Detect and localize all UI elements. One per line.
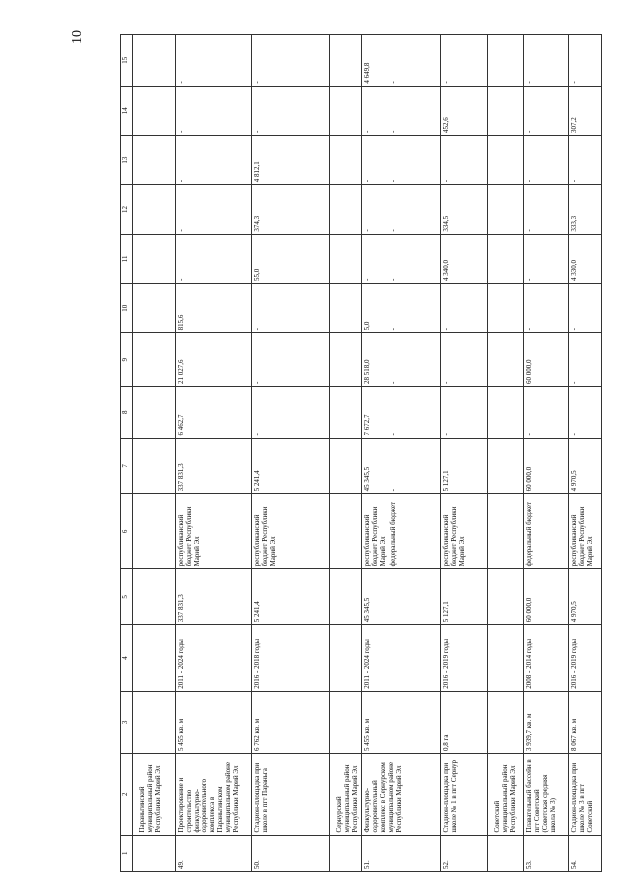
district-name: Советский муниципальный район Республики Марий Эл (488, 753, 524, 835)
value-cell: 60 000,0 (524, 333, 569, 387)
value-cell: - (569, 135, 602, 184)
value: - (363, 130, 372, 133)
table-row (569, 35, 602, 872)
table-row (362, 35, 441, 872)
value-cell: - (252, 387, 330, 439)
value: - (363, 278, 372, 282)
value: - (363, 229, 372, 232)
value-cell: 55,0 (252, 234, 330, 283)
value-cell: 4 340,0 (441, 234, 488, 283)
value-cell: - (441, 333, 488, 387)
value: 7 672,7 (363, 414, 372, 436)
row-number: 49. (176, 835, 252, 871)
header-cell: 3 (121, 691, 133, 753)
total-cost: 5 127,1 (441, 569, 488, 625)
value-cell: 815,6 (176, 284, 252, 333)
row-number: 53. (524, 835, 569, 871)
value: - (389, 381, 398, 385)
value: - (389, 229, 398, 232)
value-cell: - (252, 333, 330, 387)
value-cell: 307,2 (569, 86, 602, 135)
row-number: 54. (569, 835, 602, 871)
district-group-row (488, 35, 524, 872)
district-group-row (330, 35, 362, 872)
header-cell: 5 (121, 569, 133, 625)
object-name: Стадион-площадка при школе в пгт Параньга (252, 753, 330, 835)
table-row (252, 35, 330, 872)
value: 28 518,0 (363, 359, 372, 385)
table-row (176, 35, 252, 872)
value-cell: 4 330,0 (569, 234, 602, 283)
value: - (389, 433, 398, 436)
value-cell (362, 135, 441, 184)
total-cost: 5 241,4 (252, 569, 330, 625)
total-cost: 45 345,5 (362, 569, 441, 625)
value-cell: 4 812,1 (252, 135, 330, 184)
row-number: 51. (362, 835, 441, 871)
funding-source: федеральный бюджет (524, 494, 569, 569)
value-cell: - (441, 284, 488, 333)
header-cell: 15 (121, 35, 133, 87)
value-cell (362, 438, 441, 494)
value-cell: - (252, 284, 330, 333)
district-group-row (133, 35, 176, 872)
value-cell: 333,3 (569, 185, 602, 234)
value-cell: 60 000,0 (524, 438, 569, 494)
funding-source (362, 494, 441, 569)
capacity: 6 762 кв. м (252, 691, 330, 753)
funding-source: республиканский бюджет Республики Марий Эл (569, 494, 602, 569)
period: 2011 - 2024 годы (362, 625, 441, 692)
funding-source: республиканский бюджет Республики Марий Эл (252, 494, 330, 569)
value-cell (362, 284, 441, 333)
value-cell: 5 241,4 (252, 438, 330, 494)
value-cell: - (569, 333, 602, 387)
value-cell: 6 462,7 (176, 387, 252, 439)
value-cell: 5 127,1 (441, 438, 488, 494)
rotated-table-area (120, 34, 595, 872)
value-cell (362, 387, 441, 439)
object-name: Стадион-площадка при школе № 3 в пгт Советский (569, 753, 602, 835)
page-number: 10 (70, 30, 85, 44)
period: 2016 - 2018 годы (252, 625, 330, 692)
funding-source-regional: республиканский бюджет Республики Марий Эл (363, 506, 388, 567)
value-cell: - (524, 35, 569, 87)
header-cell: 8 (121, 387, 133, 439)
total-cost: 337 831,3 (176, 569, 252, 625)
capacity: 5 455 кв. м (176, 691, 252, 753)
header-cell: 1 (121, 835, 133, 871)
value-cell (362, 35, 441, 87)
object-name: Плавательный бассейн в пгт Советский (Советская средняя школа № 3) (524, 753, 569, 835)
value-cell: - (569, 387, 602, 439)
value: - (389, 278, 398, 282)
period: 2008 - 2014 годы (524, 625, 569, 692)
header-cell: 14 (121, 86, 133, 135)
header-cell: 2 (121, 753, 133, 835)
value-cell: 374,3 (252, 185, 330, 234)
column-number-row (121, 35, 133, 872)
value-cell: - (176, 35, 252, 87)
table-row (441, 35, 488, 872)
period: 2016 - 2019 годы (569, 625, 602, 692)
capacity: 0,8 га (441, 691, 488, 753)
header-cell: 11 (121, 234, 133, 283)
value-cell: - (441, 387, 488, 439)
value-cell: 337 831,3 (176, 438, 252, 494)
value-cell: - (524, 284, 569, 333)
value-cell (362, 234, 441, 283)
period: 2011 - 2024 годы (176, 625, 252, 692)
value-cell: 452,6 (441, 86, 488, 135)
value-cell: - (441, 135, 488, 184)
capacity: 5 455 кв. м (362, 691, 441, 753)
object-name: Физкультурно-оздоровительный комплекс в Сернурском муниципальном районе Республики Марий Эл (362, 753, 441, 835)
value: - (363, 179, 372, 183)
header-cell: 13 (121, 135, 133, 184)
header-cell: 12 (121, 185, 133, 234)
table-row (524, 35, 569, 872)
value-cell: - (569, 35, 602, 87)
object-name: Проектирование и строительство физкультурно-оздоровительного комплекса в Параньгинском муниципальном районе Республики Марий Эл (176, 753, 252, 835)
value-cell: - (524, 387, 569, 439)
value-cell: - (524, 185, 569, 234)
header-cell: 7 (121, 438, 133, 494)
value-cell (362, 185, 441, 234)
value-cell: - (569, 284, 602, 333)
capacity: 3 939,7 кв. м (524, 691, 569, 753)
value-cell: - (524, 234, 569, 283)
value-cell: - (524, 86, 569, 135)
row-number: 50. (252, 835, 330, 871)
value: 45 345,5 (363, 466, 372, 492)
value-cell: - (441, 35, 488, 87)
value: - (389, 179, 398, 183)
funding-source: республиканский бюджет Республики Марий Эл (176, 494, 252, 569)
value-cell: - (252, 35, 330, 87)
header-cell: 10 (121, 284, 133, 333)
total-cost: 4 970,5 (569, 569, 602, 625)
capacity: 8 067 кв. м (569, 691, 602, 753)
value: - (389, 130, 398, 133)
value-cell: - (176, 234, 252, 283)
funding-source-federal: федеральный бюджет (388, 501, 397, 567)
row-number: 52. (441, 835, 488, 871)
value-cell: - (252, 86, 330, 135)
program-objects-table (120, 34, 602, 872)
value-cell: - (176, 135, 252, 184)
header-cell: 9 (121, 333, 133, 387)
value-cell: 21 027,6 (176, 333, 252, 387)
funding-source: республиканский бюджет Республики Марий Эл (441, 494, 488, 569)
district-name: Сернурский муниципальный район Республики Марий Эл (330, 753, 362, 835)
value-cell (362, 333, 441, 387)
header-cell: 4 (121, 625, 133, 692)
value: 4 649,8 (363, 62, 372, 84)
value: - (389, 488, 398, 492)
value: 5,0 (363, 321, 372, 331)
district-name: Параньгинский муниципальный район Республики Марий Эл (133, 753, 176, 835)
value-cell: 4 970,5 (569, 438, 602, 494)
value-cell: - (524, 135, 569, 184)
value-cell: 334,5 (441, 185, 488, 234)
value-cell: - (176, 86, 252, 135)
value: - (389, 328, 398, 331)
total-cost: 60 000,0 (524, 569, 569, 625)
header-cell: 6 (121, 494, 133, 569)
value: - (389, 81, 398, 84)
period: 2016 - 2019 годы (441, 625, 488, 692)
value-cell: - (176, 185, 252, 234)
object-name: Стадион-площадка при школе № 1 в пгт Сернур (441, 753, 488, 835)
value-cell (362, 86, 441, 135)
